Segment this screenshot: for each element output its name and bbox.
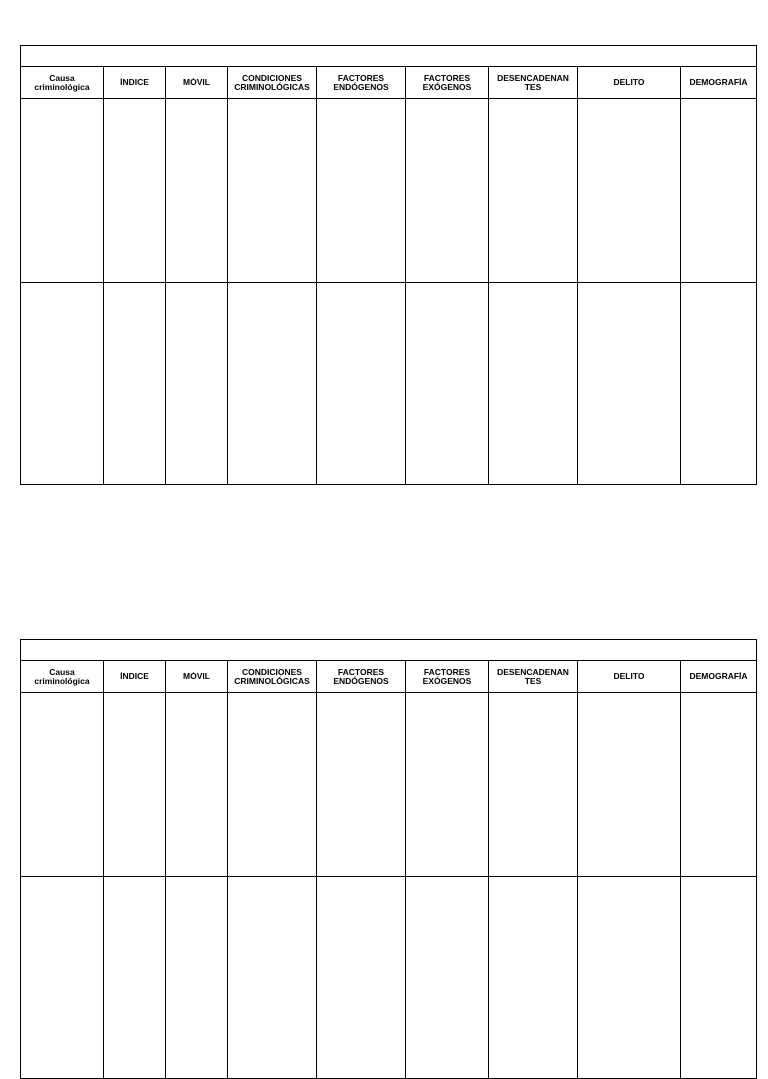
- header-desencadenantes: DESENCADENAN TES: [489, 67, 578, 99]
- cell-exogenos[interactable]: [406, 877, 489, 1079]
- cell-causa[interactable]: [21, 99, 104, 283]
- cell-movil[interactable]: [166, 283, 228, 485]
- cell-condiciones[interactable]: [228, 99, 317, 283]
- table-title-row: [21, 46, 757, 67]
- table-row: [21, 877, 757, 1079]
- table-row: [21, 283, 757, 485]
- cell-causa[interactable]: [21, 283, 104, 485]
- analysis-grid: [20, 45, 757, 485]
- cell-exogenos[interactable]: [406, 693, 489, 877]
- cell-exogenos[interactable]: [406, 99, 489, 283]
- cell-indice[interactable]: [104, 693, 166, 877]
- cell-demografia[interactable]: [681, 283, 757, 485]
- cell-desencadenantes[interactable]: [489, 877, 578, 1079]
- header-demografia: DEMOGRAFÍA: [681, 67, 757, 99]
- header-movil: MÓVIL: [166, 67, 228, 99]
- cell-endogenos[interactable]: [317, 693, 406, 877]
- table-title-cell[interactable]: [21, 640, 757, 661]
- cell-indice[interactable]: [104, 877, 166, 1079]
- cell-desencadenantes[interactable]: [489, 693, 578, 877]
- header-causa-criminologica: Causa criminológica: [21, 67, 104, 99]
- criminology-table-2: [20, 639, 756, 1079]
- header-delito: DELITO: [578, 67, 681, 99]
- cell-movil[interactable]: [166, 877, 228, 1079]
- header-condiciones-criminologicas: CONDICIONES CRIMINOLÓGICAS: [228, 661, 317, 693]
- cell-delito[interactable]: [578, 283, 681, 485]
- header-causa-criminologica: Causa criminológica: [21, 661, 104, 693]
- table-row: [21, 693, 757, 877]
- cell-endogenos[interactable]: [317, 877, 406, 1079]
- analysis-grid: [20, 639, 757, 1079]
- header-indice: ÍNDICE: [104, 67, 166, 99]
- header-demografia: DEMOGRAFÍA: [681, 661, 757, 693]
- cell-indice[interactable]: [104, 99, 166, 283]
- header-factores-endogenos: FACTORES ENDÓGENOS: [317, 661, 406, 693]
- cell-indice[interactable]: [104, 283, 166, 485]
- cell-condiciones[interactable]: [228, 693, 317, 877]
- header-indice: ÍNDICE: [104, 661, 166, 693]
- header-factores-exogenos: FACTORES EXÓGENOS: [406, 67, 489, 99]
- cell-condiciones[interactable]: [228, 283, 317, 485]
- cell-delito[interactable]: [578, 693, 681, 877]
- cell-causa[interactable]: [21, 693, 104, 877]
- cell-movil[interactable]: [166, 693, 228, 877]
- cell-exogenos[interactable]: [406, 283, 489, 485]
- header-factores-endogenos: FACTORES ENDÓGENOS: [317, 67, 406, 99]
- cell-endogenos[interactable]: [317, 99, 406, 283]
- cell-demografia[interactable]: [681, 877, 757, 1079]
- cell-demografia[interactable]: [681, 99, 757, 283]
- header-factores-exogenos: FACTORES EXÓGENOS: [406, 661, 489, 693]
- header-condiciones-criminologicas: CONDICIONES CRIMINOLÓGICAS: [228, 67, 317, 99]
- cell-movil[interactable]: [166, 99, 228, 283]
- cell-delito[interactable]: [578, 877, 681, 1079]
- cell-desencadenantes[interactable]: [489, 99, 578, 283]
- cell-causa[interactable]: [21, 877, 104, 1079]
- criminology-table-1: [20, 45, 756, 485]
- cell-desencadenantes[interactable]: [489, 283, 578, 485]
- table-row: [21, 99, 757, 283]
- cell-demografia[interactable]: [681, 693, 757, 877]
- table-title-cell[interactable]: [21, 46, 757, 67]
- cell-delito[interactable]: [578, 99, 681, 283]
- table-title-row: [21, 640, 757, 661]
- cell-endogenos[interactable]: [317, 283, 406, 485]
- header-row: [21, 661, 757, 693]
- header-movil: MÓVIL: [166, 661, 228, 693]
- header-delito: DELITO: [578, 661, 681, 693]
- header-desencadenantes: DESENCADENAN TES: [489, 661, 578, 693]
- header-row: [21, 67, 757, 99]
- cell-condiciones[interactable]: [228, 877, 317, 1079]
